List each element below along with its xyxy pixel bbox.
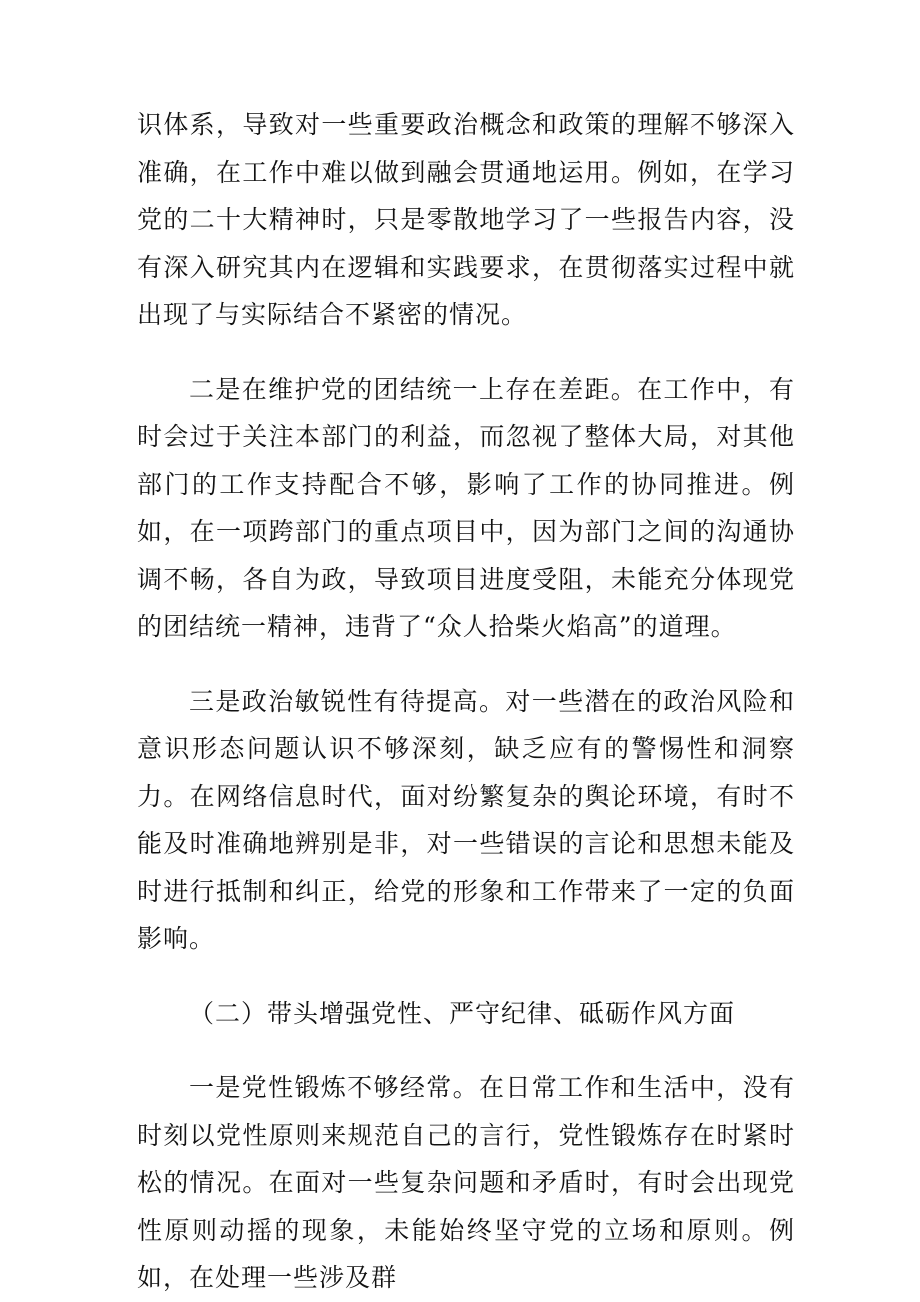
paragraph-continuation: 识体系，导致对一些重要政治概念和政策的理解不够深入准确，在工作中难以做到融会贯通地运用。例如，在学习党的二十大精神时，只是零散地学习了一些报告内容，没有深入研究其内在逻辑和实践要求，在贯彻落实过程中就出现了与实际结合不紧密的情况。 [137,110,795,329]
section-heading: （二）带头增强党性、严守纪律、砥砺作风方面 [189,998,736,1028]
paragraph-section-point-one: 一是党性锻炼不够经常。在日常工作和生活中，没有时刻以党性原则来规范自己的言行，党性锻炼存在时紧时松的情况。在面对一些复杂问题和矛盾时，有时会出现党性原则动摇的现象，未能始终坚守党的立场和原则。例如，在处理一些涉及群 [137,1073,795,1292]
paragraph-point-three: 三是政治敏锐性有待提高。对一些潜在的政治风险和意识形态问题认识不够深刻，缺乏应有的警惕性和洞察力。在网络信息时代，面对纷繁复杂的舆论环境，有时不能及时准确地辨别是非，对一些错误的言论和思想未能及时进行抵制和纠正，给党的形象和工作带来了一定的负面影响。 [137,686,795,953]
document-body [137,101,795,1302]
paragraph-point-two: 二是在维护党的团结统一上存在差距。在工作中，有时会过于关注本部门的利益，而忽视了整体大局，对其他部门的工作支持配合不够，影响了工作的协同推进。例如，在一项跨部门的重点项目中，因为部门之间的沟通协调不畅，各自为政，导致项目进度受阻，未能充分体现党的团结统一精神，违背了“众人拾柴火焰高”的道理。 [137,374,795,641]
